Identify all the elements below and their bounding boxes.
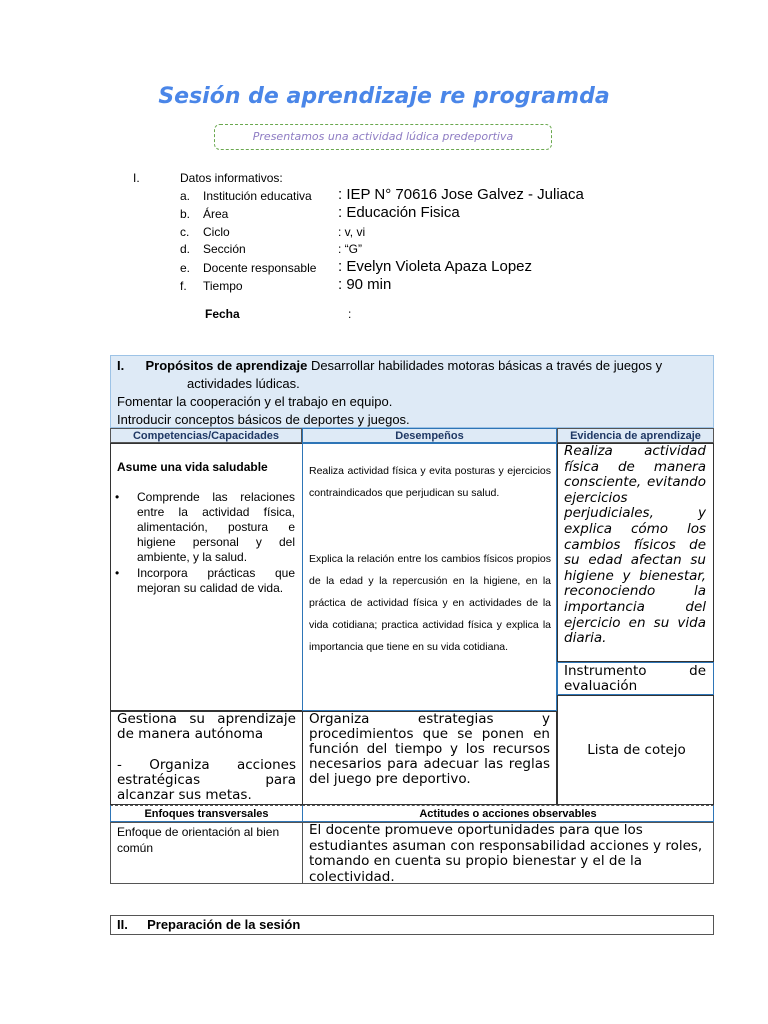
row-label: Ciclo — [203, 225, 230, 239]
desempeno-cell-2 — [302, 711, 557, 805]
competencia-2-title: Gestiona su aprendizaje de manera autónoma — [117, 711, 296, 742]
header-competencias: Competencias/Capacidades — [110, 428, 302, 443]
header-desempenos: Desempeños — [302, 428, 557, 443]
instrumento-value: Lista de cotejo — [587, 742, 686, 758]
enfoque-cell — [110, 822, 303, 884]
row-value: : Evelyn Violeta Apaza Lopez — [338, 258, 533, 275]
propositos-number: I. — [117, 358, 125, 373]
row-value: : IEP N° 70616 Jose Galvez - Juliaca — [338, 186, 584, 203]
propositos-box — [110, 355, 714, 428]
competencia-1-title: Asume una vida saludable — [117, 460, 268, 474]
evidencia-text: Realiza actividad física de manera consciente, evitando ejercicios perjudiciales, y explica cómo los cambios físicos de su edad afectan su higiene y bienestar, reconociendo la importancia del ejercicio en su vida diaria. — [564, 443, 706, 647]
preparacion-box — [110, 915, 714, 935]
fecha-value: : — [348, 307, 352, 321]
row-label: Área — [203, 207, 229, 221]
datos-number: I. — [133, 171, 140, 185]
propositos-title: Propósitos de aprendizaje — [145, 358, 308, 373]
header-evidencia: Evidencia de aprendizaje — [557, 428, 714, 443]
desempeno-1a: Realiza actividad física y evita posturas y ejercicios contraindicados que perjudican su salud. — [309, 465, 551, 499]
instrumento-label-cell — [557, 662, 714, 695]
propositos-line4: Introducir conceptos básicos de deportes y juegos. — [117, 412, 410, 427]
row-letter: e. — [180, 261, 191, 275]
row-label: Sección — [203, 242, 246, 256]
competencia-cell-1 — [110, 443, 303, 711]
row-letter: d. — [180, 242, 191, 256]
row-label: Docente responsable — [203, 261, 317, 275]
row-value: : Educación Fisica — [338, 204, 460, 221]
list-item: • Comprende las relaciones entre la actividad física, alimentación, postura e higiene personal y del ambiente, y la salud. — [115, 490, 295, 564]
row-letter: a. — [180, 189, 191, 203]
competencia-1-list — [115, 490, 295, 596]
actitud-cell — [302, 822, 714, 884]
row-letter: b. — [180, 207, 191, 221]
desempeno-cell-1 — [302, 443, 557, 711]
propositos-text — [117, 357, 707, 429]
row-label: Institución educativa — [203, 189, 312, 203]
header-actitudes: Actitudes o acciones observables — [302, 805, 714, 822]
competencia-2-item: - Organiza acciones estratégicas para alcanzar sus metas. — [117, 757, 296, 803]
list-item: • Incorpora prácticas que mejoran su calidad de vida. — [115, 566, 295, 595]
row-letter: c. — [180, 225, 190, 239]
row-value: : “G” — [338, 242, 362, 256]
datos-heading: Datos informativos: — [180, 171, 283, 185]
header-enfoques: Enfoques transversales — [110, 805, 303, 822]
evidencia-cell — [557, 443, 714, 662]
row-letter: f. — [180, 279, 187, 293]
propositos-line2: actividades lúdicas. — [187, 376, 300, 391]
competencia-cell-2 — [110, 711, 303, 805]
instrumento-label: Instrumento de evaluación — [564, 663, 706, 694]
datos-informativos — [0, 0, 768, 330]
preparacion-number: II. — [117, 917, 128, 932]
actitud-text: El docente promueve oportunidades para que los estudiantes asuman con responsabilidad acciones y roles, tomando en cuenta su propio bienestar y el de la colectividad. — [309, 822, 703, 885]
desempeno-1b: Explica la relación entre los cambios físicos propios de la edad y la repercusión en la higiene, en la práctica de actividad física y en actividades de la vida cotidiana; practica actividad física y explica la importancia que tiene en su vida cotidiana. — [309, 553, 551, 653]
page-title: Sesión de aprendizaje re programda — [158, 84, 610, 109]
desempeno-2: Organiza estrategias y procedimientos que se ponen en función del tiempo y los recursos necesarios para adecuar las reglas del juego pre deportivo. — [309, 711, 550, 787]
fecha-label: Fecha — [205, 307, 240, 321]
row-label: Tiempo — [203, 279, 243, 293]
instrumento-cell — [557, 695, 714, 805]
row-value: : 90 min — [338, 276, 392, 293]
subtitle-box: Presentamos una actividad lúdica predeportiva — [214, 124, 552, 150]
propositos-line3: Fomentar la cooperación y el trabajo en equipo. — [117, 394, 393, 409]
row-value: : v, vi — [338, 225, 366, 239]
preparacion-heading — [117, 917, 300, 932]
preparacion-title: Preparación de la sesión — [147, 917, 301, 932]
enfoque-text: Enfoque de orientación al bien común — [117, 825, 280, 855]
propositos-line1: Desarrollar habilidades motoras básicas a través de juegos y — [310, 358, 663, 373]
